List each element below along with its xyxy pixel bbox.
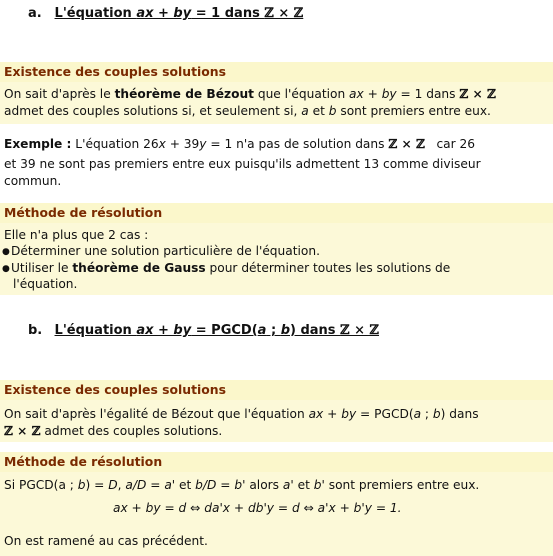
integer-set-symbol: ℤ × ℤ xyxy=(459,87,496,101)
existence-b-title: Existence des couples solutions xyxy=(0,380,553,400)
existence-a-line2: admet des couples solutions si, et seulement si, a et b sont premiers entre eux. xyxy=(4,104,491,118)
section-number: a. xyxy=(28,6,42,21)
integer-set-symbol: ℤ × ℤ xyxy=(340,323,380,338)
equivalence-formula: ax + by = d ⇔ da'x + db'y = d ⇔ a'x + b'y = 1. xyxy=(113,501,402,515)
section-title: L'équation ax + by = PGCD(a ; b) dans ℤ × ℤ xyxy=(54,323,380,338)
method-b-line1: Si PGCD(a ; b) = D, a/D = a' et b/D = b' alors a' et b' sont premiers entre eux. xyxy=(4,478,480,492)
method-a-title: Méthode de résolution xyxy=(0,203,553,223)
method-b-title: Méthode de résolution xyxy=(0,452,553,472)
bezout-theorem: théorème de Bézout xyxy=(114,87,254,101)
example-label: Exemple : xyxy=(4,137,72,151)
section-a-heading xyxy=(28,6,303,21)
list-item: ●Utiliser le théorème de Gauss pour déterminer toutes les solutions de xyxy=(2,261,451,275)
method-a-intro: Elle n'a plus que 2 cas : xyxy=(4,228,149,242)
example-line1: Exemple : L'équation 26x + 39y = 1 n'a pas de solution dans ℤ × ℤ car 26 xyxy=(4,137,476,151)
bullet-icon: ● xyxy=(2,247,10,257)
existence-b-line1: On sait d'après l'égalité de Bézout que l'équation ax + by = PGCD(a ; b) dans xyxy=(4,407,479,421)
list-item-continuation: l'équation. xyxy=(13,277,78,291)
existence-a-line1: On sait d'après le théorème de Bézout que l'équation ax + by = 1 dans ℤ × ℤ xyxy=(4,87,496,101)
section-b-heading xyxy=(28,323,379,338)
integer-set-symbol: ℤ × ℤ xyxy=(4,424,41,438)
integer-set-symbol: ℤ × ℤ xyxy=(388,137,425,151)
existence-b-line2: ℤ × ℤ admet des couples solutions. xyxy=(4,424,223,438)
section-title: L'équation ax + by = 1 dans ℤ × ℤ xyxy=(54,6,304,21)
bullet-icon: ● xyxy=(2,264,10,274)
integer-set-symbol: ℤ × ℤ xyxy=(264,6,304,21)
example-line2: et 39 ne sont pas premiers entre eux puisqu'ils admettent 13 comme diviseur xyxy=(4,157,481,171)
method-b-conclusion: On est ramené au cas précédent. xyxy=(4,534,208,548)
existence-a-title: Existence des couples solutions xyxy=(0,62,553,82)
example-line3: commun. xyxy=(4,174,62,188)
gauss-theorem: théorème de Gauss xyxy=(72,261,206,275)
section-number: b. xyxy=(28,323,43,338)
list-item: ●Déterminer une solution particulière de l'équation. xyxy=(2,244,320,258)
